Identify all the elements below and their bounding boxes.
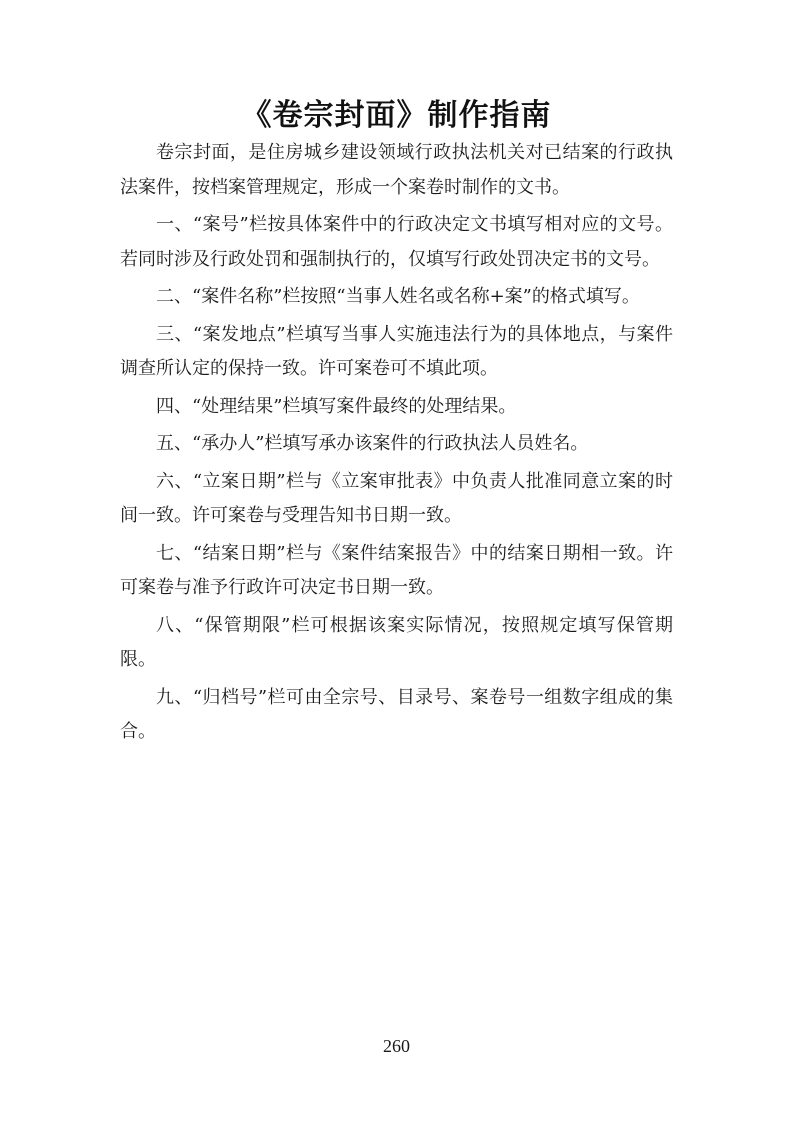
document-title: 《卷宗封面》制作指南: [241, 98, 552, 133]
paragraph-retention-period: 八、“保管期限”栏可根据该案实际情况，按照规定填写保管期限。: [120, 614, 673, 670]
paragraph-closing-date: 七、“结案日期”栏与《案件结案报告》中的结案日期相一致。许可案卷与准予行政许可决定书日期一致。: [120, 542, 673, 598]
page-number: 260: [383, 1036, 410, 1056]
paragraph-case-name: 二、“案件名称”栏按照“当事人姓名或名称+案”的格式填写。: [156, 286, 640, 307]
paragraph-handling-result: 四、“处理结果”栏填写案件最终的处理结果。: [156, 395, 517, 417]
document-body: [120, 136, 673, 753]
paragraph-archive-number: 九、“归档号”栏可由全宗号、目录号、案卷号一组数字组成的集合。: [120, 686, 673, 742]
paragraph-case-location: 三、“案发地点”栏填写当事人实施违法行为的具体地点，与案件调查所认定的保持一致。许可案卷可不填此项。: [120, 323, 673, 379]
paragraph-intro: 卷宗封面，是住房城乡建设领域行政执法机关对已结案的行政执法案件，按档案管理规定，形成一个案卷时制作的文书。: [120, 142, 673, 198]
paragraph-handler: 五、“承办人”栏填写承办该案件的行政执法人员姓名。: [156, 433, 589, 454]
paragraph-case-number: 一、“案号”栏按具体案件中的行政决定文书填写相对应的文号。若同时涉及行政处罚和强制执行的，仅填写行政处罚决定书的文号。: [120, 214, 673, 270]
paragraph-filing-date: 六、“立案日期”栏与《立案审批表》中负责人批准同意立案的时间一致。许可案卷与受理告知书日期一致。: [120, 470, 673, 526]
